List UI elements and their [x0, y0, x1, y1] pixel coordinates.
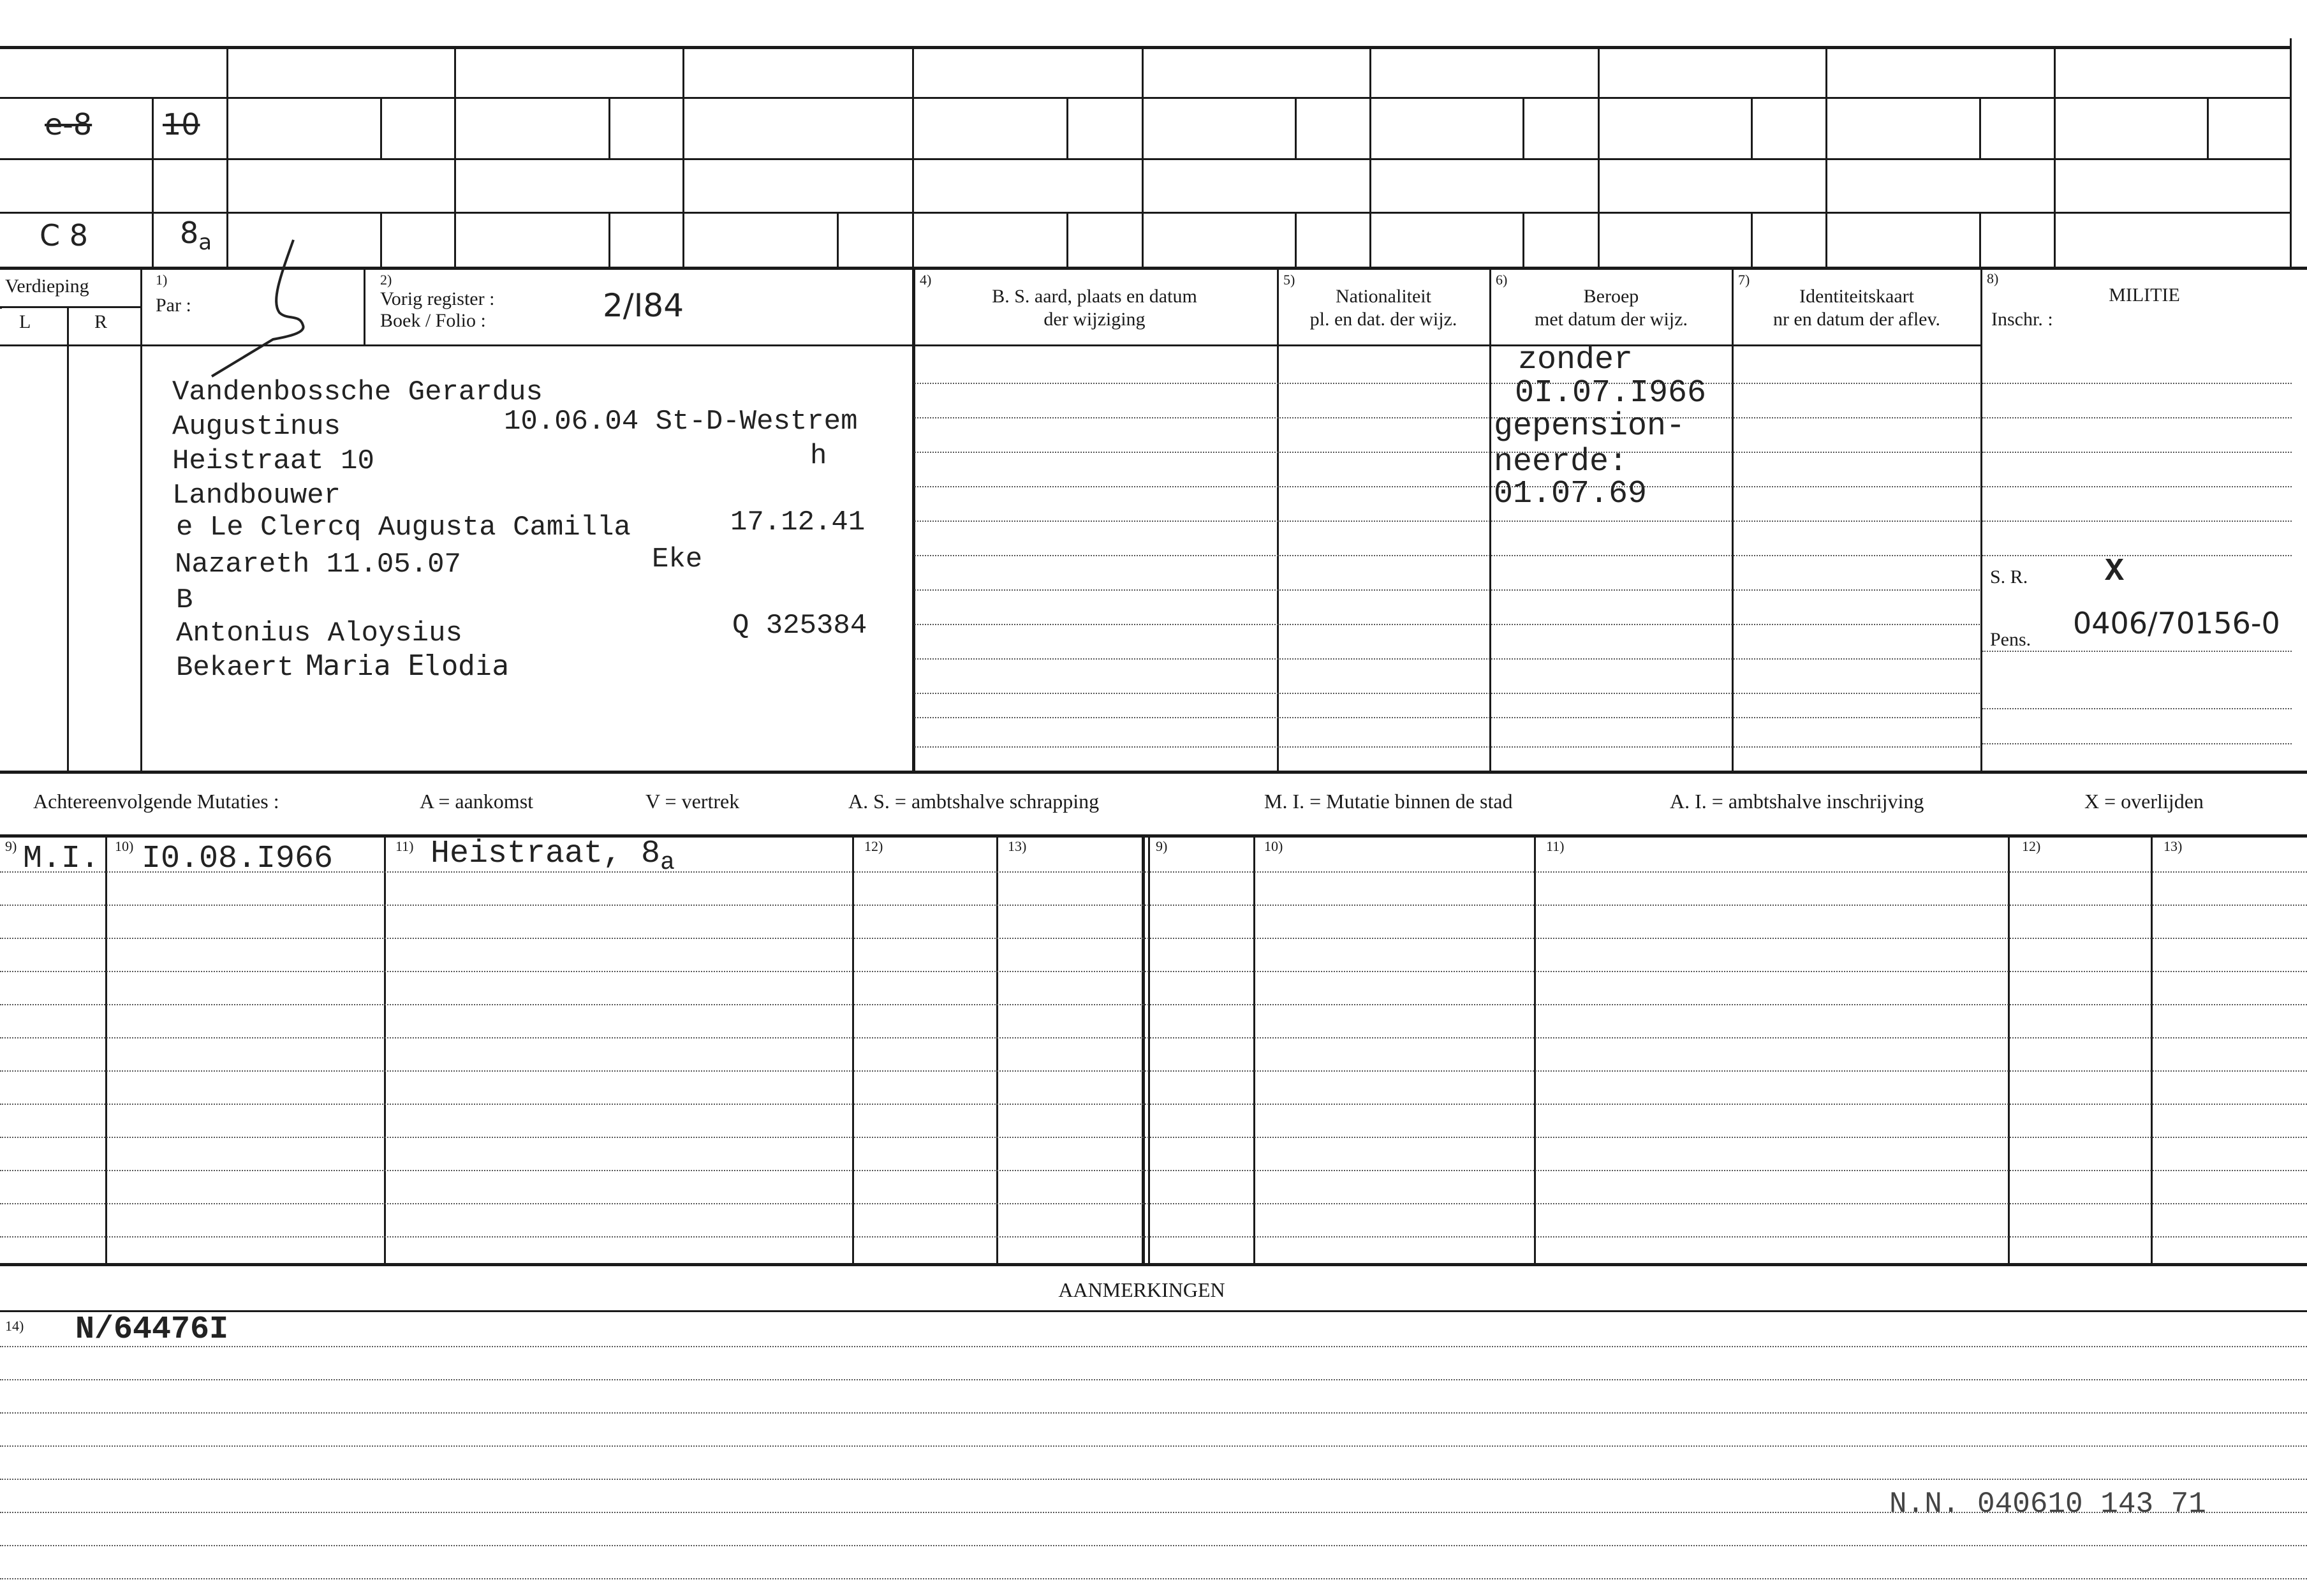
mutation-header-9: 9) [5, 838, 17, 854]
beroep-line-1: zonder [1518, 342, 1633, 378]
mutation-header-9b: 9) [1156, 838, 1168, 854]
verdieping-l-label: L [19, 311, 31, 332]
mutation-header-11: 11) [395, 838, 414, 854]
boek-folio-label: Boek / Folio : [380, 310, 486, 331]
person-line-6: Nazareth 11.05.07 [175, 549, 461, 580]
beroep-header-line1: Beroep [1583, 286, 1639, 307]
beroep-line-5: 01.07.69 [1494, 476, 1647, 512]
person-line-5: e Le Clercq Augusta Camilla [176, 512, 631, 543]
par-label: Par : [156, 295, 191, 316]
nat-header-line1: Nationaliteit [1336, 286, 1431, 307]
birth-date-place: 10.06.04 St-D-Westrem [504, 406, 858, 438]
mutation-type: M.I. [23, 841, 100, 877]
nat-header-line2: pl. en dat. der wijz. [1309, 309, 1457, 330]
mutation-header-13b: 13) [2163, 838, 2183, 854]
ident-header-line1: Identiteitskaart [1799, 286, 1914, 307]
sr-label: S. R. [1990, 566, 2028, 587]
bs-header-line1: B. S. aard, plaats en datum [992, 286, 1197, 307]
vorig-register-value: 2/I84 [603, 287, 684, 324]
person-line-1: Vandenbossche Gerardus [172, 376, 543, 408]
verdieping-label: Verdieping [5, 276, 89, 297]
vorig-number: 2) [380, 272, 392, 288]
mutation-date: I0.08.I966 [142, 841, 334, 877]
person-line-4: Landbouwer [172, 480, 341, 512]
mutation-header-10: 10) [115, 838, 134, 854]
top-grid-row2-b-sub: a [198, 230, 212, 256]
top-grid-row2-a: C 8 [40, 218, 89, 253]
person-line-3: Heistraat 10 [172, 445, 374, 477]
aanmerkingen-title: AANMERKINGEN [1058, 1278, 1225, 1301]
inschr-label: Inschr. : [1991, 309, 2053, 330]
mutation-header-10b: 10) [1264, 838, 1283, 854]
mutaties-item-x: X = overlijden [2084, 790, 2204, 813]
mutaties-title: Achtereenvolgende Mutaties : [33, 790, 279, 813]
mutaties-item-as: A. S. = ambtshalve schrapping [848, 790, 1100, 813]
par-handwritten-mark [210, 237, 319, 378]
mutation-header-12: 12) [864, 838, 883, 854]
top-grid-row2-b-main: 8 [180, 216, 199, 250]
eke-place: Eke [652, 543, 703, 575]
top-grid-row2-b [180, 216, 212, 255]
pens-label: Pens. [1990, 629, 2031, 650]
mutation-header-13: 13) [1008, 838, 1027, 854]
ident-header-line2: nr en datum der aflev. [1773, 309, 1941, 330]
person-line-2: Augustinus [172, 411, 341, 443]
top-grid-row1-a: e-8 [45, 107, 92, 142]
beroep-line-2: 0I.07.I966 [1515, 375, 1707, 411]
mother-given-names: Maria Elodia [306, 649, 509, 682]
top-grid-row1-b: 10 [163, 107, 200, 142]
mutation-header-11b: 11) [1546, 838, 1565, 854]
verdieping-r-label: R [94, 311, 108, 332]
mutation-address [431, 836, 675, 876]
beroep-line-4: neerde: [1494, 444, 1628, 480]
footer-nn: N.N. 040610 143 71 [1889, 1488, 2206, 1521]
person-line-9: Bekaert [176, 652, 294, 684]
mutaties-item-mi: M. I. = Mutatie binnen de stad [1264, 790, 1513, 813]
mutation-address-sub: a [660, 849, 675, 876]
bs-number: 4) [920, 272, 932, 288]
beroep-header-line2: met datum der wijz. [1535, 309, 1688, 330]
mutation-header-12b: 12) [2022, 838, 2041, 854]
h-mark: h [810, 440, 827, 472]
person-line-8: Antonius Aloysius [176, 617, 462, 649]
mutaties-item-ai: A. I. = ambtshalve inschrijving [1670, 790, 1924, 813]
beroep-number: 6) [1496, 272, 1508, 288]
person-line-7: B [176, 584, 193, 616]
ident-number: 7) [1738, 272, 1750, 288]
par-number: 1) [156, 272, 168, 288]
marriage-date: 17.12.41 [730, 506, 866, 538]
aanmerkingen-value: N/64476I [75, 1312, 229, 1348]
aanmerkingen-number: 14) [5, 1318, 24, 1334]
mutation-address-main: Heistraat, 8 [431, 836, 661, 872]
militie-number: 8) [1987, 270, 1999, 286]
pens-value: 0406/70156-0 [2073, 606, 2280, 640]
militie-header: MILITIE [2109, 284, 2180, 306]
nat-number: 5) [1283, 272, 1295, 288]
q-number: Q 325384 [732, 610, 867, 642]
mutaties-item-a: A = aankomst [420, 790, 534, 813]
mutaties-item-v: V = vertrek [645, 790, 740, 813]
sr-value: X [2105, 554, 2125, 590]
bs-header-line2: der wijziging [1043, 309, 1146, 330]
vorig-register-label: Vorig register : [380, 288, 495, 309]
beroep-line-3: gepension- [1494, 408, 1686, 445]
